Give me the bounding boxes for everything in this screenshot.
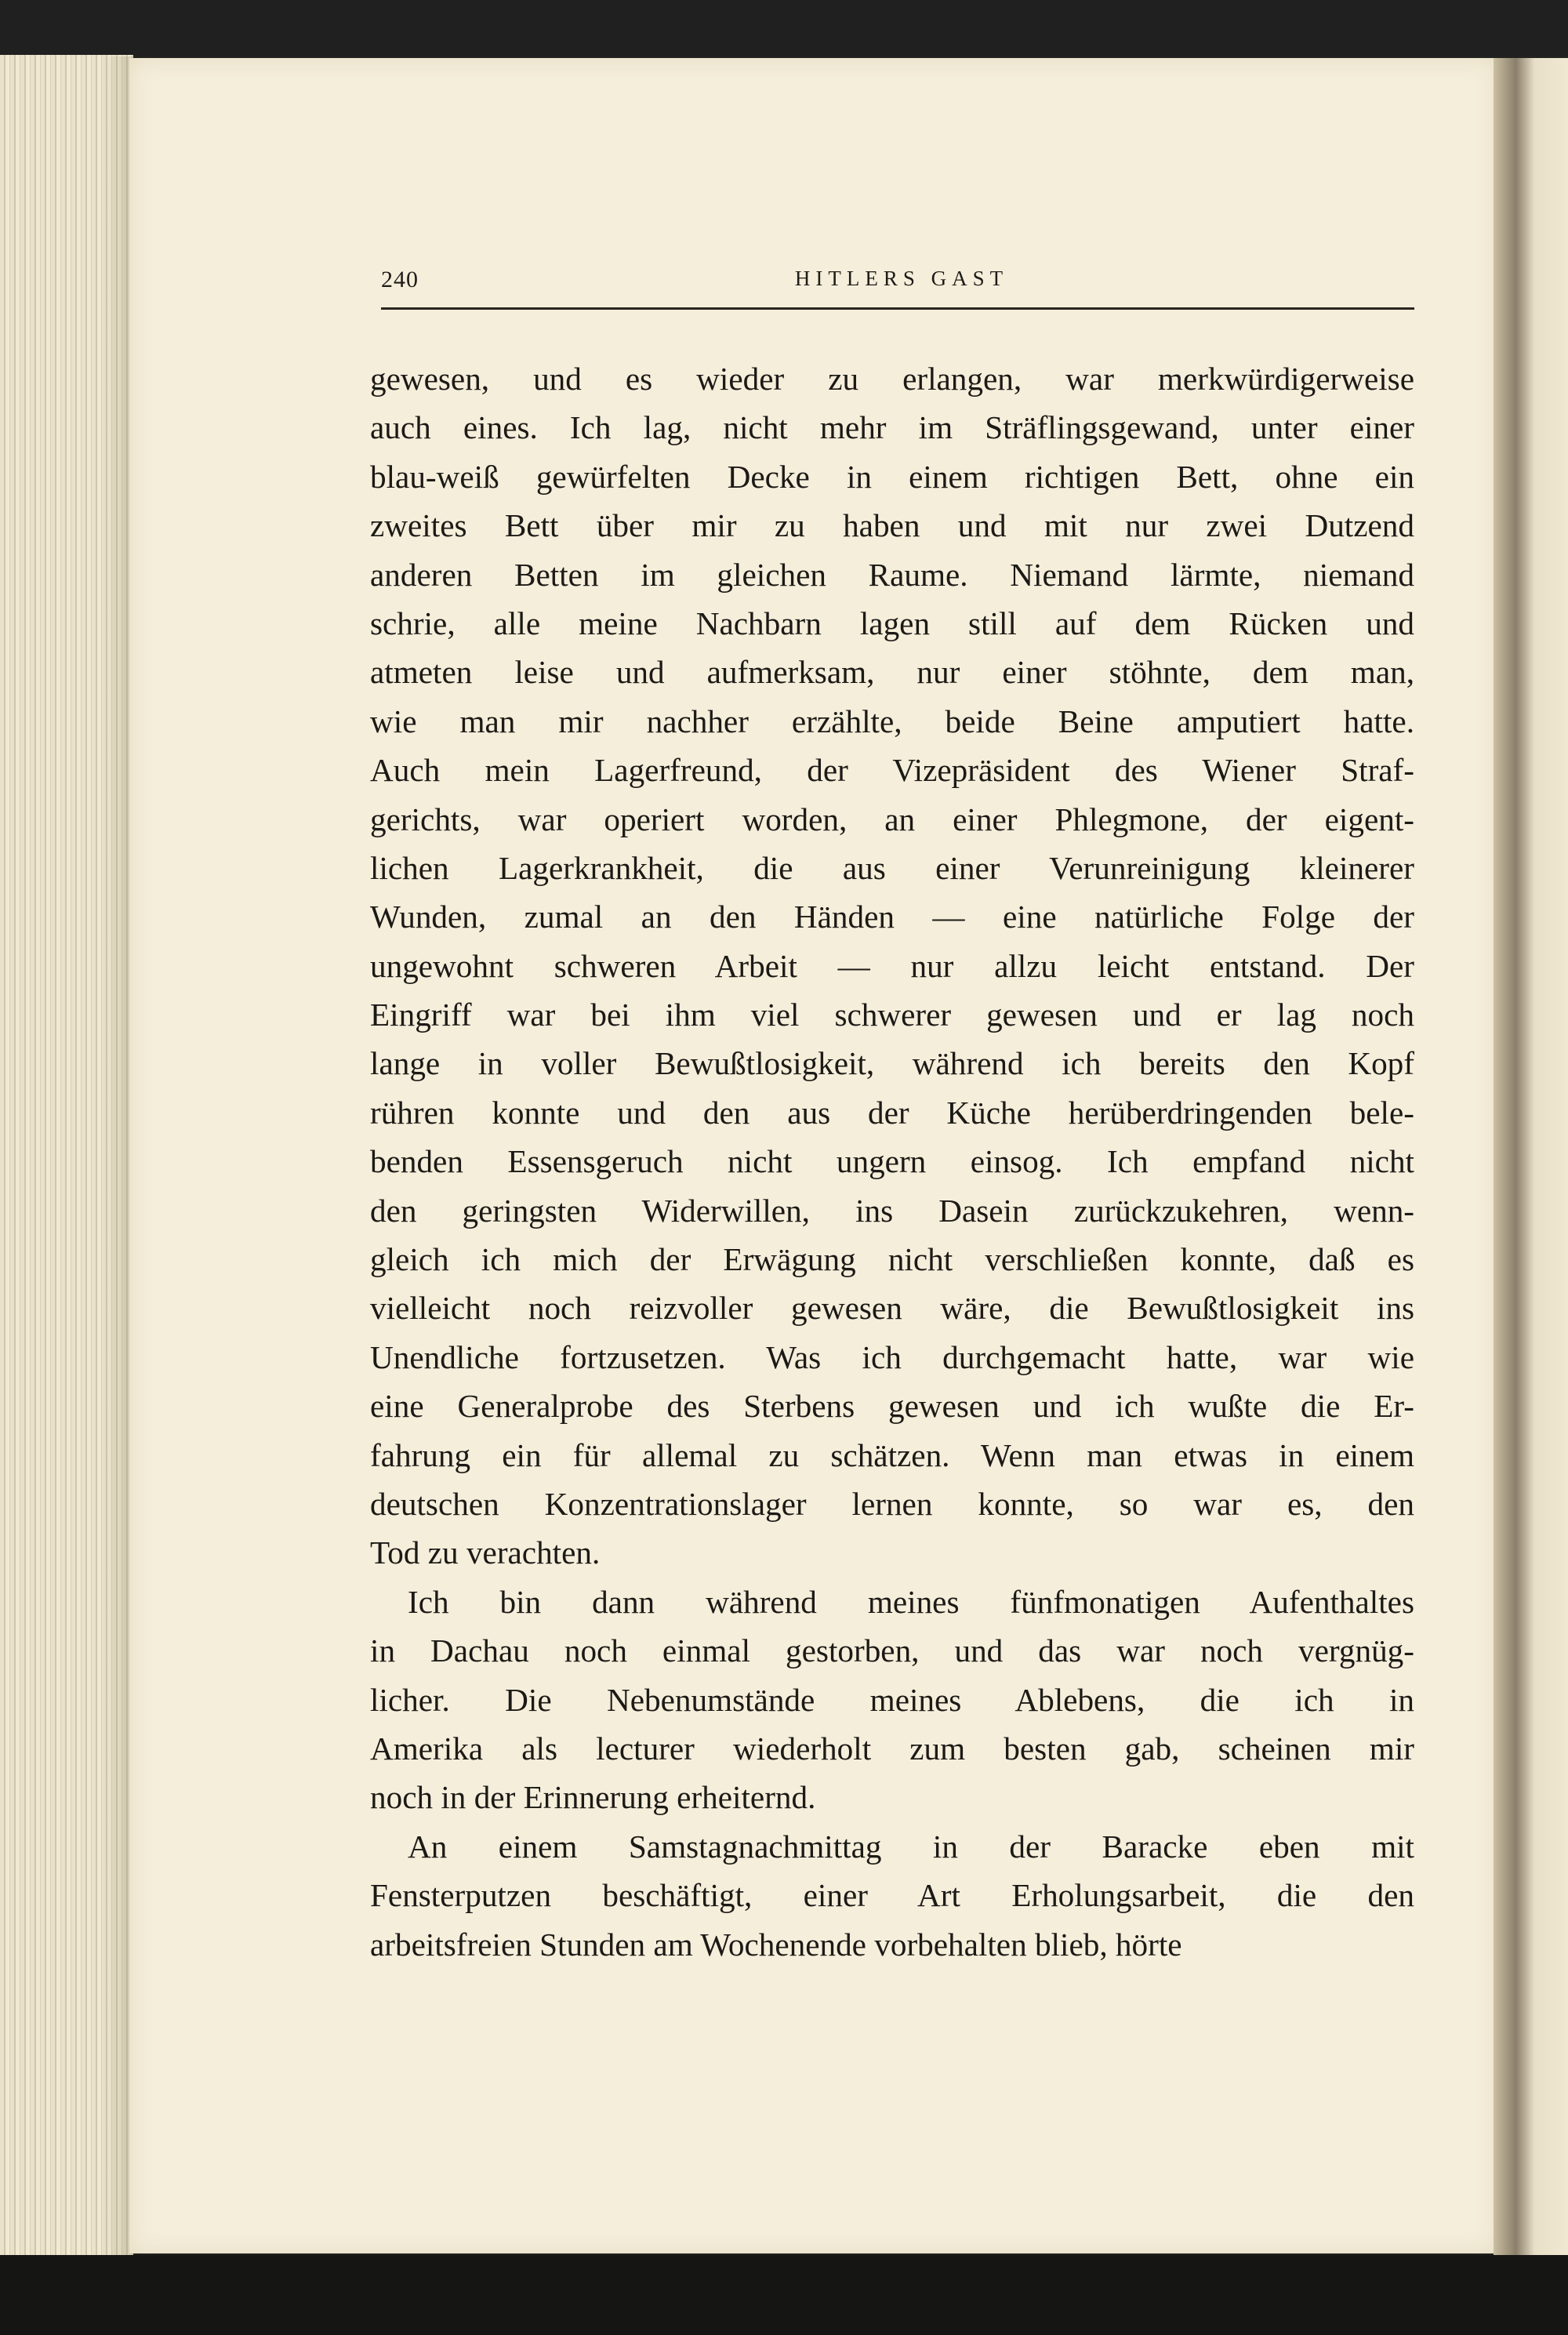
scan-background-top [0,0,1568,56]
text-line: Fensterputzen beschäftigt, einer Art Erholungsarbeit, die den [370,1877,1414,1914]
text-line: lichen Lagerkrankheit, die aus einer Verunreinigung kleinerer [370,849,1414,886]
text-line: schrie, alle meine Nachbarn lagen still auf dem Rücken und [370,605,1414,641]
text-line: gleich ich mich der Erwägung nicht verschließen konnte, daß es [370,1241,1414,1278]
text-line: eine Generalprobe des Sterbens gewesen und ich wußte die Er- [370,1388,1414,1425]
text-line: anderen Betten im gleichen Raume. Niemand lärmte, niemand [370,556,1414,593]
page-edges-shadow [102,56,133,2257]
text-line: Amerika als lecturer wiederholt zum besten gab, scheinen mir [370,1730,1414,1767]
text-line: deutschen Konzentrationslager lernen konnte, so war es, den [370,1485,1414,1522]
text-line: vielleicht noch reizvoller gewesen wäre, die Bewußtlosigkeit ins [370,1290,1414,1327]
page-header [381,267,1414,310]
text-line: blau-weiß gewürfelten Decke in einem richtigen Bett, ohne ein [370,458,1414,495]
paragraph [370,1578,1414,1822]
running-head: HITLERS GAST [794,267,1009,290]
text-line: noch in der Erinnerung erheiternd. [370,1779,816,1816]
text-line: lange in voller Bewußtlosigkeit, während ich bereits den Kopf [370,1045,1414,1082]
paragraph [370,1822,1414,1969]
text-line: Auch mein Lagerfreund, der Vizepräsident des Wiener Straf- [370,752,1414,789]
text-line: gewesen, und es wieder zu erlangen, war merkwürdigerweise [370,361,1414,397]
scan-background-bottom [0,2255,1568,2335]
text-line: auch eines. Ich lag, nicht mehr im Sträflingsgewand, unter einer [370,409,1414,446]
text-line: licher. Die Nebenumstände meines Ablebens, die ich in [370,1681,1414,1718]
text-line: in Dachau noch einmal gestorben, und das war noch vergnüg- [370,1632,1414,1669]
text-line: zweites Bett über mir zu haben und mit nur zwei Dutzend [370,507,1414,544]
text-line: den geringsten Widerwillen, ins Dasein zurückzukehren, wenn- [370,1192,1414,1229]
text-line: wie man mir nachher erzählte, beide Beine amputiert hatte. [370,703,1414,739]
text-line: Ich bin dann während meines fünfmonatigen Aufenthaltes [408,1583,1414,1620]
text-line: An einem Samstagnachmittag in der Baracke eben mit [408,1828,1414,1865]
text-line: fahrung ein für allemal zu schätzen. Wenn man etwas in einem [370,1436,1414,1473]
text-line: gerichts, war operiert worden, an einer Phlegmone, der eigent- [370,801,1414,837]
book-gutter [1494,58,1568,2255]
text-line: Tod zu verachten. [370,1534,601,1571]
text-line: benden Essensgeruch nicht ungern einsog. Ich empfand nicht [370,1143,1414,1180]
paragraph [370,354,1414,1578]
text-line: ungewohnt schweren Arbeit — nur allzu leicht entstand. Der [370,947,1414,984]
body-text [370,354,1414,1969]
page-number: 240 [381,267,419,292]
header-rule [381,307,1414,310]
text-line: Eingriff war bei ihm viel schwerer gewesen und er lag noch [370,997,1414,1033]
text-line: arbeitsfreien Stunden am Wochenende vorbehalten blieb, hörte [370,1926,1182,1963]
text-line: Wunden, zumal an den Händen — eine natürliche Folge der [370,899,1414,935]
text-line: Unendliche fortzusetzen. Was ich durchgemacht hatte, war wie [370,1338,1414,1375]
text-line: rühren konnte und den aus der Küche herüberdringenden bele- [370,1094,1414,1131]
text-line: atmeten leise und aufmerksam, nur einer stöhnte, dem man, [370,654,1414,691]
